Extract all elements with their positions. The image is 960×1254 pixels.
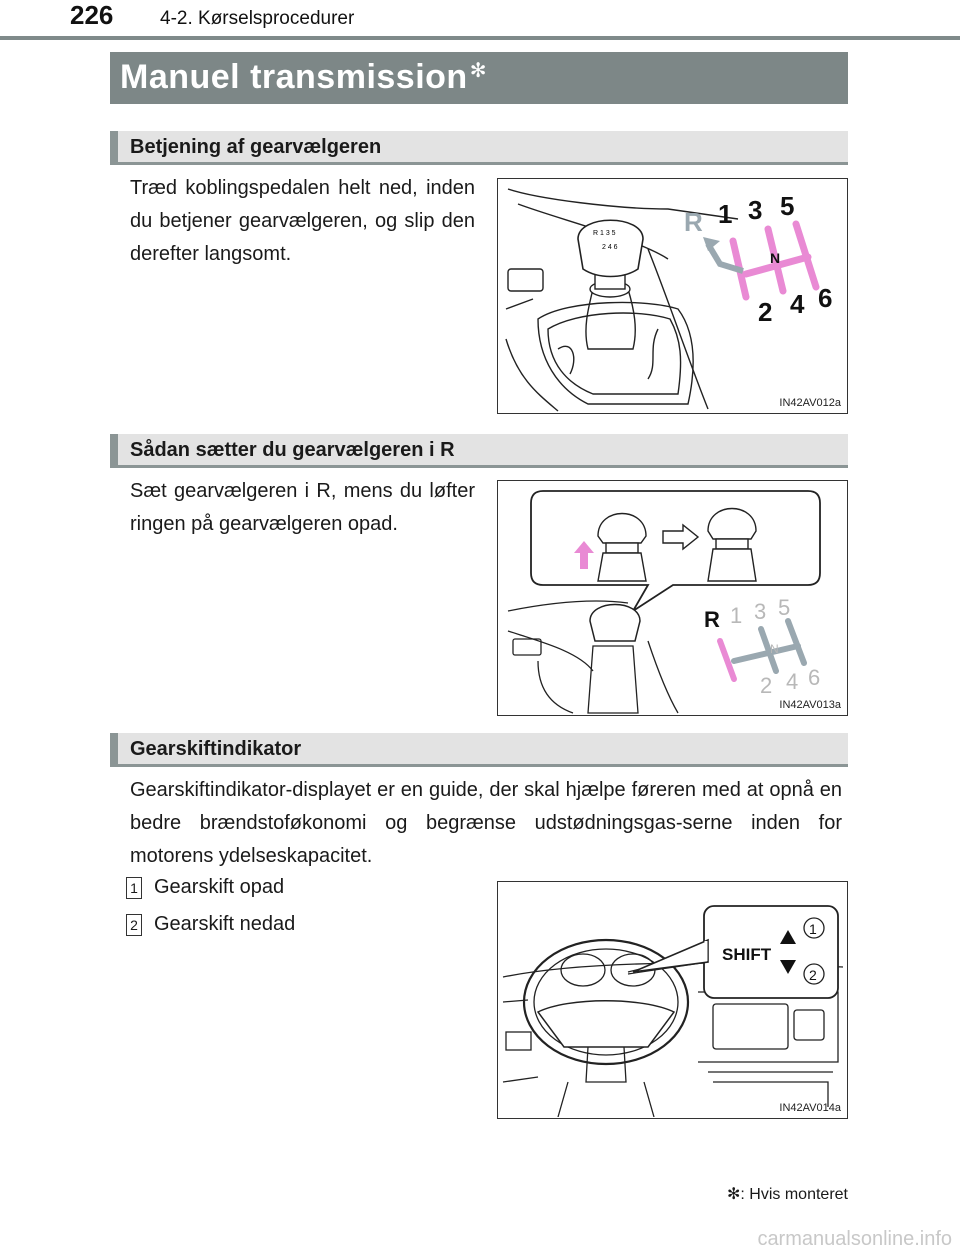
figure-reverse-gear (497, 480, 848, 716)
gear-label-3: 3 (748, 195, 763, 225)
section-heading-text: Betjening af gearvælgeren (130, 136, 382, 158)
gear-label-r: R (684, 207, 703, 237)
gear-label-2: 2 (760, 673, 773, 698)
gear-label-3: 3 (754, 599, 767, 624)
list-item (126, 913, 295, 936)
section-heading-text: Sådan sætter du gearvælgeren i R (130, 439, 455, 461)
list-item (126, 876, 284, 899)
knob-bottom-label: 2 4 6 (602, 244, 618, 251)
header-rule (0, 36, 960, 40)
gear-label-4: 4 (790, 289, 805, 319)
gear-label-2: 2 (758, 297, 773, 327)
reverse-gear-illustration (498, 481, 846, 714)
figure-code: IN42AV013a (779, 699, 841, 711)
gear-label-5: 5 (780, 191, 795, 221)
footnote-text: : Hvis monteret (740, 1186, 848, 1203)
figure-gear-shift-pattern (497, 178, 848, 414)
figure-code: IN42AV012a (779, 397, 841, 409)
gear-label-6: 6 (818, 283, 833, 313)
callout-num-1: 1 (809, 921, 817, 937)
footnote-star: ✻ (727, 1186, 741, 1203)
title-star: ✻ (469, 60, 487, 82)
item-label: Gearskift opad (154, 876, 285, 898)
section2-body: Sæt gearvælgeren i R, mens du løfter ringen på gearvælgeren opad. (130, 480, 475, 535)
item-label: Gearskift nedad (154, 913, 296, 935)
watermark: carmanualsonline.info (757, 1228, 952, 1250)
gear-label-4: 4 (786, 669, 799, 694)
shift-label: SHIFT (722, 945, 772, 964)
item-number: 1 (126, 877, 142, 899)
gear-label-5: 5 (778, 595, 791, 620)
section-heading-text: Gearskiftindikator (130, 738, 302, 760)
knob-top-label: R 1 3 5 (593, 230, 616, 237)
section-bar (110, 733, 118, 764)
gear-label-6: 6 (808, 665, 821, 690)
gear-label-1: 1 (730, 603, 743, 628)
gear-label-n: N (770, 642, 779, 656)
gear-label-n: N (770, 250, 781, 266)
section-bar (110, 131, 118, 162)
figure-code: IN42AV014a (779, 1102, 841, 1114)
figure-shift-indicator (497, 881, 848, 1119)
title-band (110, 52, 848, 104)
section-heading-gear-operation (110, 131, 848, 165)
section3-body: Gearskiftindikator-displayet er en guide, der skal hjælpe føreren med at opnå en bedre brændstoføkonomi og begrænse udstødningsgas-serne inden for motorens ydelseskapacitet. (130, 779, 842, 867)
page-number: 226 (70, 0, 114, 30)
callout-num-2: 2 (809, 967, 817, 983)
gear-lever-illustration (498, 179, 846, 412)
footnote (727, 1184, 848, 1204)
section-heading-reverse (110, 434, 848, 468)
section1-body: Træd koblingspedalen helt ned, inden du betjener gearvælgeren, og slip den derefter langsomt. (130, 177, 475, 265)
section-heading-shift-indicator (110, 733, 848, 767)
gear-label-1: 1 (718, 199, 733, 229)
page-title-text: Manuel transmission (120, 58, 468, 96)
section-bar (110, 434, 118, 465)
gear-label-r-bold: R (704, 607, 720, 632)
item-number: 2 (126, 914, 142, 936)
page-title (120, 58, 487, 97)
chapter-title: 4-2. Kørselsprocedurer (160, 8, 355, 29)
dashboard-illustration (498, 882, 846, 1117)
